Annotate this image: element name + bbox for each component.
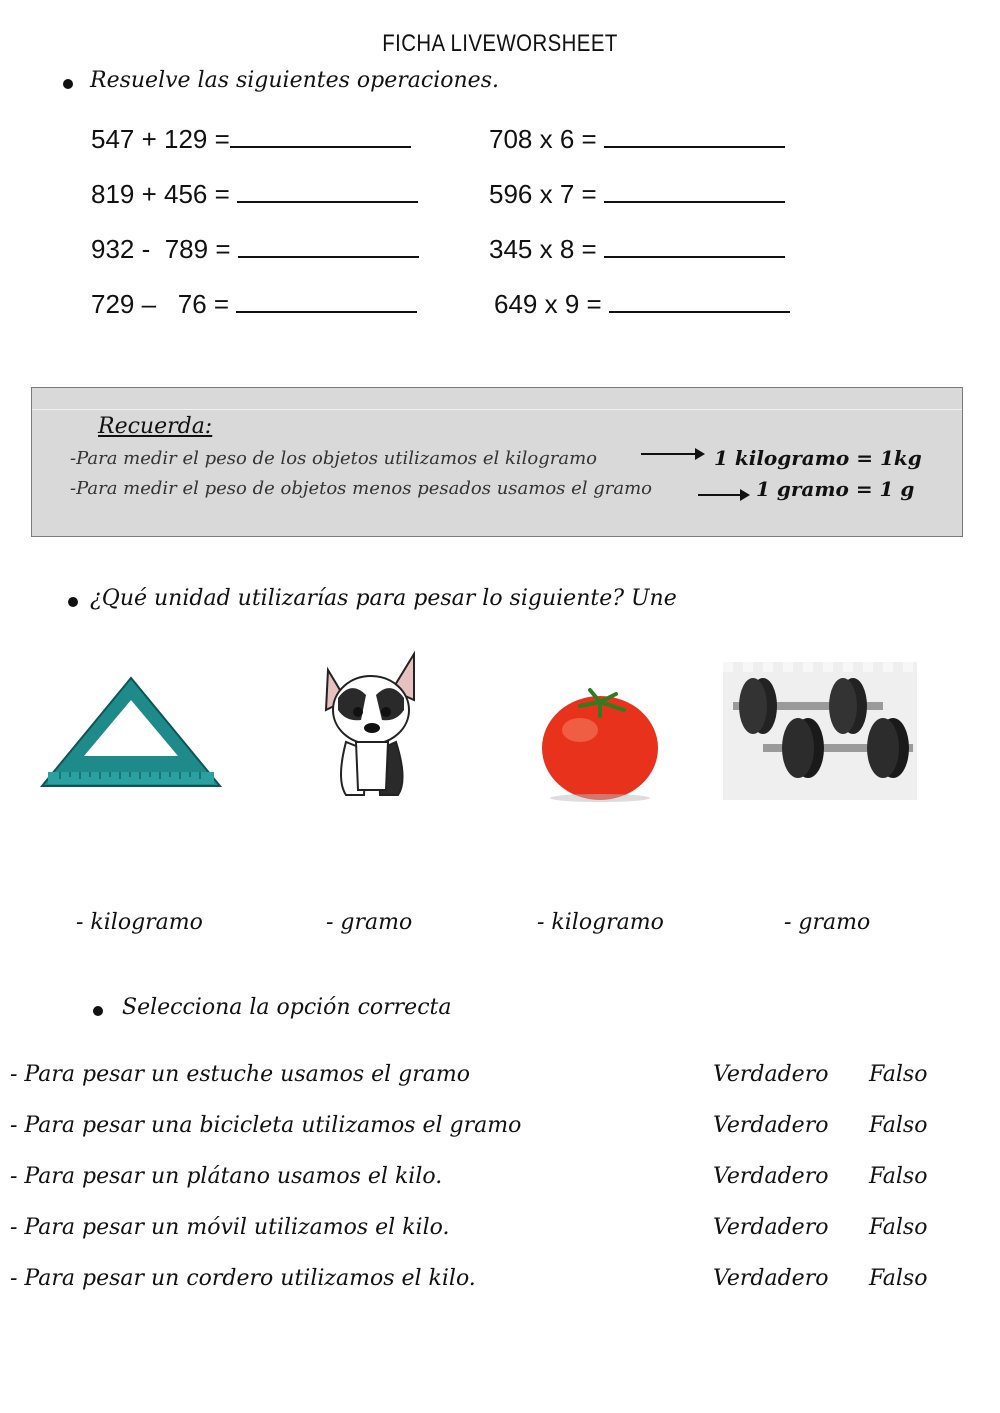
answer-blank[interactable] — [604, 126, 785, 148]
question-2: - Para pesar una bicicleta utilizamos el gramo — [10, 1113, 522, 1138]
operation-text: 345 x 8 = — [489, 234, 604, 264]
triangle-ruler-image — [40, 676, 222, 788]
operation-text: 932 - 789 = — [91, 234, 238, 264]
false-option-2[interactable]: Falso — [869, 1113, 928, 1138]
unit-label-4[interactable]: - gramo — [784, 910, 871, 935]
bullet — [68, 597, 78, 607]
arrow-icon — [698, 494, 748, 496]
section2-heading: ¿Qué unidad utilizarías para pesar lo siguiente? Une — [90, 586, 677, 611]
true-option-5[interactable]: Verdadero — [713, 1266, 829, 1291]
section1-heading: Resuelve las siguientes operaciones. — [90, 68, 499, 93]
answer-blank[interactable] — [604, 236, 785, 258]
arrow-icon — [641, 453, 703, 455]
operation-text: 547 + 129 = — [91, 124, 230, 154]
answer-blank[interactable] — [604, 181, 785, 203]
false-option-4[interactable]: Falso — [869, 1215, 928, 1240]
unit-label-2[interactable]: - gramo — [326, 910, 413, 935]
bullet — [63, 79, 73, 89]
true-option-3[interactable]: Verdadero — [713, 1164, 829, 1189]
true-option-1[interactable]: Verdadero — [713, 1062, 829, 1087]
true-option-4[interactable]: Verdadero — [713, 1215, 829, 1240]
reminder-title: Recuerda: — [98, 414, 213, 439]
operation-right-2 — [489, 179, 785, 210]
dog-image — [316, 650, 426, 800]
operation-left-2 — [91, 179, 418, 210]
unit-label-1[interactable]: - kilogramo — [76, 910, 203, 935]
divider — [32, 409, 962, 410]
question-1: - Para pesar un estuche usamos el gramo — [10, 1062, 470, 1087]
false-option-1[interactable]: Falso — [869, 1062, 928, 1087]
operation-text: 649 x 9 = — [494, 289, 609, 319]
reminder-line-2: -Para medir el peso de objetos menos pesados usamos el gramo — [70, 478, 653, 499]
answer-blank[interactable] — [238, 236, 419, 258]
question-4: - Para pesar un móvil utilizamos el kilo. — [10, 1215, 450, 1240]
tomato-image — [540, 688, 660, 803]
answer-blank[interactable] — [230, 126, 411, 148]
false-option-5[interactable]: Falso — [869, 1266, 928, 1291]
reminder-equation-2: 1 gramo = 1 g — [756, 477, 915, 501]
false-option-3[interactable]: Falso — [869, 1164, 928, 1189]
reminder-equation-1: 1 kilogramo = 1kg — [714, 446, 922, 470]
question-3: - Para pesar un plátano usamos el kilo. — [10, 1164, 443, 1189]
question-5: - Para pesar un cordero utilizamos el kilo. — [10, 1266, 476, 1291]
operation-text: 708 x 6 = — [489, 124, 604, 154]
answer-blank[interactable] — [236, 291, 417, 313]
true-option-2[interactable]: Verdadero — [713, 1113, 829, 1138]
operation-left-4 — [91, 289, 417, 320]
operation-text: 819 + 456 = — [91, 179, 238, 209]
answer-blank[interactable] — [237, 181, 418, 203]
operation-left-3 — [91, 234, 419, 265]
operation-left-1 — [91, 124, 411, 155]
bullet — [93, 1006, 103, 1016]
operation-right-1 — [489, 124, 785, 155]
section3-heading: Selecciona la opción correcta — [122, 995, 452, 1020]
operation-right-4 — [494, 289, 790, 320]
dumbbells-image — [723, 662, 917, 800]
page-title: FICHA LIVEWORSHEET — [382, 30, 618, 57]
answer-blank[interactable] — [609, 291, 790, 313]
operation-right-3 — [489, 234, 785, 265]
reminder-box — [31, 387, 963, 537]
reminder-line-1: -Para medir el peso de los objetos utilizamos el kilogramo — [70, 448, 598, 469]
unit-label-3[interactable]: - kilogramo — [537, 910, 664, 935]
operation-text: 729 – 76 = — [91, 289, 237, 319]
operation-text: 596 x 7 = — [489, 179, 604, 209]
